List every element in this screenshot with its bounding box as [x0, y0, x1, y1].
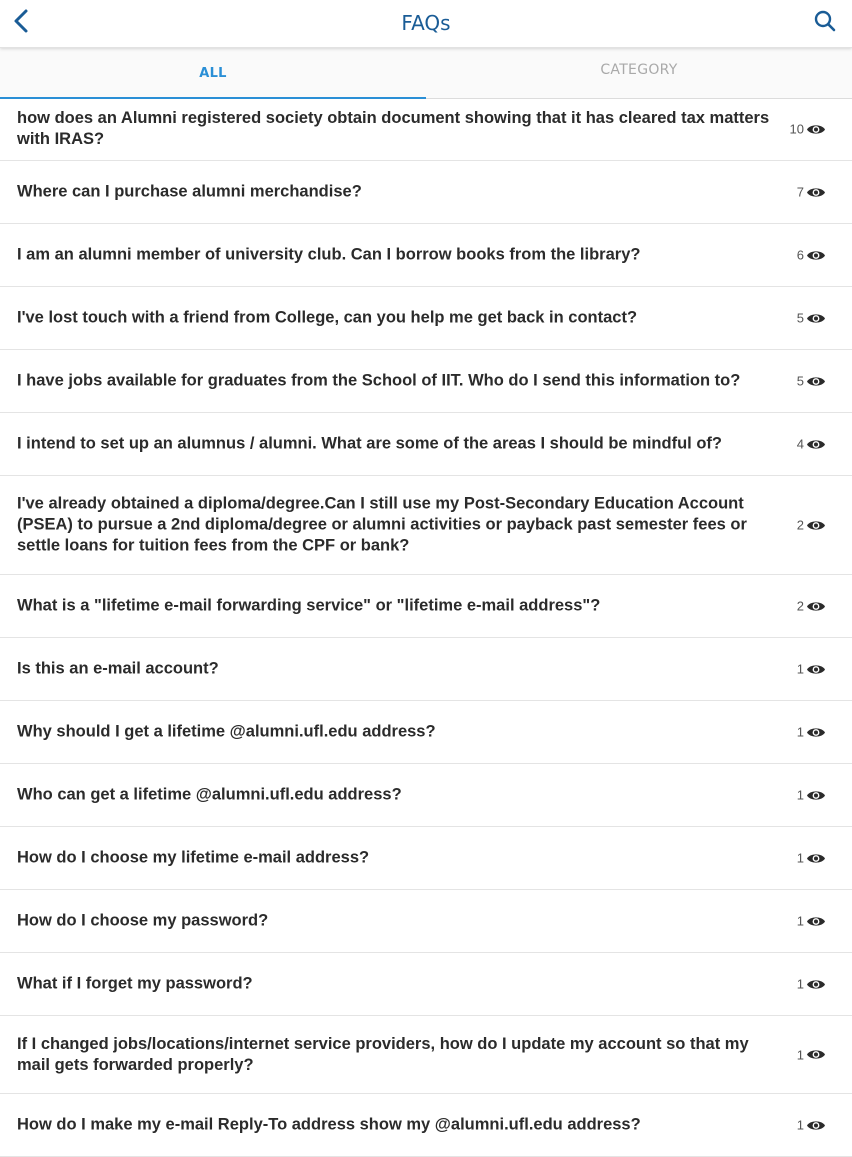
view-count-number: 2	[796, 598, 804, 614]
faq-question: What if I forget my password?	[17, 974, 253, 993]
view-count-number: 7	[796, 184, 804, 200]
eye-icon	[806, 725, 826, 739]
faq-item[interactable]	[0, 890, 852, 953]
tab-bar	[0, 48, 852, 99]
view-count-number: 4	[796, 436, 804, 452]
eye-icon	[806, 437, 826, 451]
faq-question: Where can I purchase alumni merchandise?	[17, 182, 362, 201]
eye-icon	[806, 599, 826, 613]
view-count-number: 6	[796, 247, 804, 263]
faq-item[interactable]	[0, 953, 852, 1016]
view-count-number: 5	[796, 373, 804, 389]
eye-icon	[806, 977, 826, 991]
tab-all[interactable]	[0, 48, 426, 98]
faq-item[interactable]	[0, 350, 852, 413]
faq-question: I intend to set up an alumnus / alumni. What are some of the areas I should be mindful of?	[17, 434, 722, 453]
faq-question: Why should I get a lifetime @alumni.ufl.edu address?	[17, 722, 436, 741]
eye-icon	[806, 1048, 826, 1062]
faq-item[interactable]	[0, 764, 852, 827]
eye-icon	[806, 518, 826, 532]
faq-question: I have jobs available for graduates from the School of IIT. Who do I send this information to?	[17, 371, 741, 390]
faq-item[interactable]	[0, 827, 852, 890]
view-count-number: 1	[796, 1117, 804, 1133]
faq-item[interactable]	[0, 701, 852, 764]
faq-question: How do I choose my lifetime e-mail address?	[17, 848, 370, 867]
view-count	[797, 374, 826, 389]
view-count-number: 1	[796, 850, 804, 866]
view-count	[797, 1047, 826, 1062]
eye-icon	[806, 662, 826, 676]
search-icon	[813, 9, 837, 37]
view-count-number: 10	[789, 121, 804, 137]
faq-question: How do I choose my password?	[17, 911, 269, 930]
eye-icon	[806, 374, 826, 388]
faq-item[interactable]	[0, 476, 852, 575]
view-count	[797, 518, 826, 533]
view-count	[797, 914, 826, 929]
eye-icon	[806, 311, 826, 325]
faq-item[interactable]	[0, 413, 852, 476]
eye-icon	[806, 248, 826, 262]
faq-item[interactable]	[0, 161, 852, 224]
faq-item[interactable]	[0, 575, 852, 638]
app-header	[0, 0, 852, 48]
view-count-number: 1	[796, 976, 804, 992]
tab-category[interactable]	[426, 48, 852, 98]
view-count	[797, 851, 826, 866]
view-count-number: 2	[796, 517, 804, 533]
faq-question: What is a "lifetime e-mail forwarding service" or "lifetime e-mail address"?	[17, 596, 601, 615]
view-count-number: 1	[796, 1047, 804, 1062]
faq-item[interactable]	[0, 1094, 852, 1157]
view-count	[797, 662, 826, 677]
faq-question: Is this an e-mail account?	[17, 659, 219, 678]
view-count-number: 1	[796, 787, 804, 803]
faq-item[interactable]	[0, 287, 852, 350]
view-count-number: 5	[796, 310, 804, 326]
view-count	[797, 248, 826, 263]
faq-question: How do I make my e-mail Reply-To address show my @alumni.ufl.edu address?	[17, 1115, 641, 1134]
tab-all-label: ALL	[199, 66, 227, 81]
eye-icon	[806, 914, 826, 928]
view-count	[797, 977, 826, 992]
view-count-number: 1	[796, 661, 804, 677]
faq-item[interactable]	[0, 224, 852, 287]
search-button[interactable]	[810, 8, 840, 38]
view-count-number: 1	[796, 913, 804, 929]
view-count	[797, 311, 826, 326]
faq-question: I am an alumni member of university club. Can I borrow books from the library?	[17, 245, 641, 264]
page-title: FAQs	[401, 11, 451, 35]
tab-category-label: CATEGORY	[600, 62, 678, 78]
view-count	[797, 185, 826, 200]
faq-question: If I changed jobs/locations/internet service providers, how do I update my account so that my mail gets forwarded properly?	[17, 1034, 749, 1074]
faq-item[interactable]	[0, 1016, 852, 1094]
eye-icon	[806, 788, 826, 802]
eye-icon	[806, 1118, 826, 1132]
faq-question: I've lost touch with a friend from College, can you help me get back in contact?	[17, 308, 638, 327]
eye-icon	[806, 122, 826, 136]
view-count	[797, 437, 826, 452]
faq-item[interactable]	[0, 98, 852, 161]
view-count	[790, 122, 826, 137]
faq-question: I've already obtained a diploma/degree.Can I still use my Post-Secondary Education Account (PSEA) to pursue a 2nd diploma/degree or alumni activities or payback past semester fees or settle loans for tuition fees from the CPF or bank?	[17, 494, 747, 555]
eye-icon	[806, 185, 826, 199]
faq-question: how does an Alumni registered society obtain document showing that it has cleared tax matters with IRAS?	[17, 109, 770, 148]
faq-list	[0, 98, 852, 1157]
view-count-number: 1	[796, 724, 804, 740]
view-count	[797, 788, 826, 803]
faq-item[interactable]	[0, 638, 852, 701]
view-count	[797, 725, 826, 740]
view-count	[797, 1118, 826, 1133]
view-count	[797, 599, 826, 614]
faq-question: Who can get a lifetime @alumni.ufl.edu address?	[17, 785, 402, 804]
eye-icon	[806, 851, 826, 865]
